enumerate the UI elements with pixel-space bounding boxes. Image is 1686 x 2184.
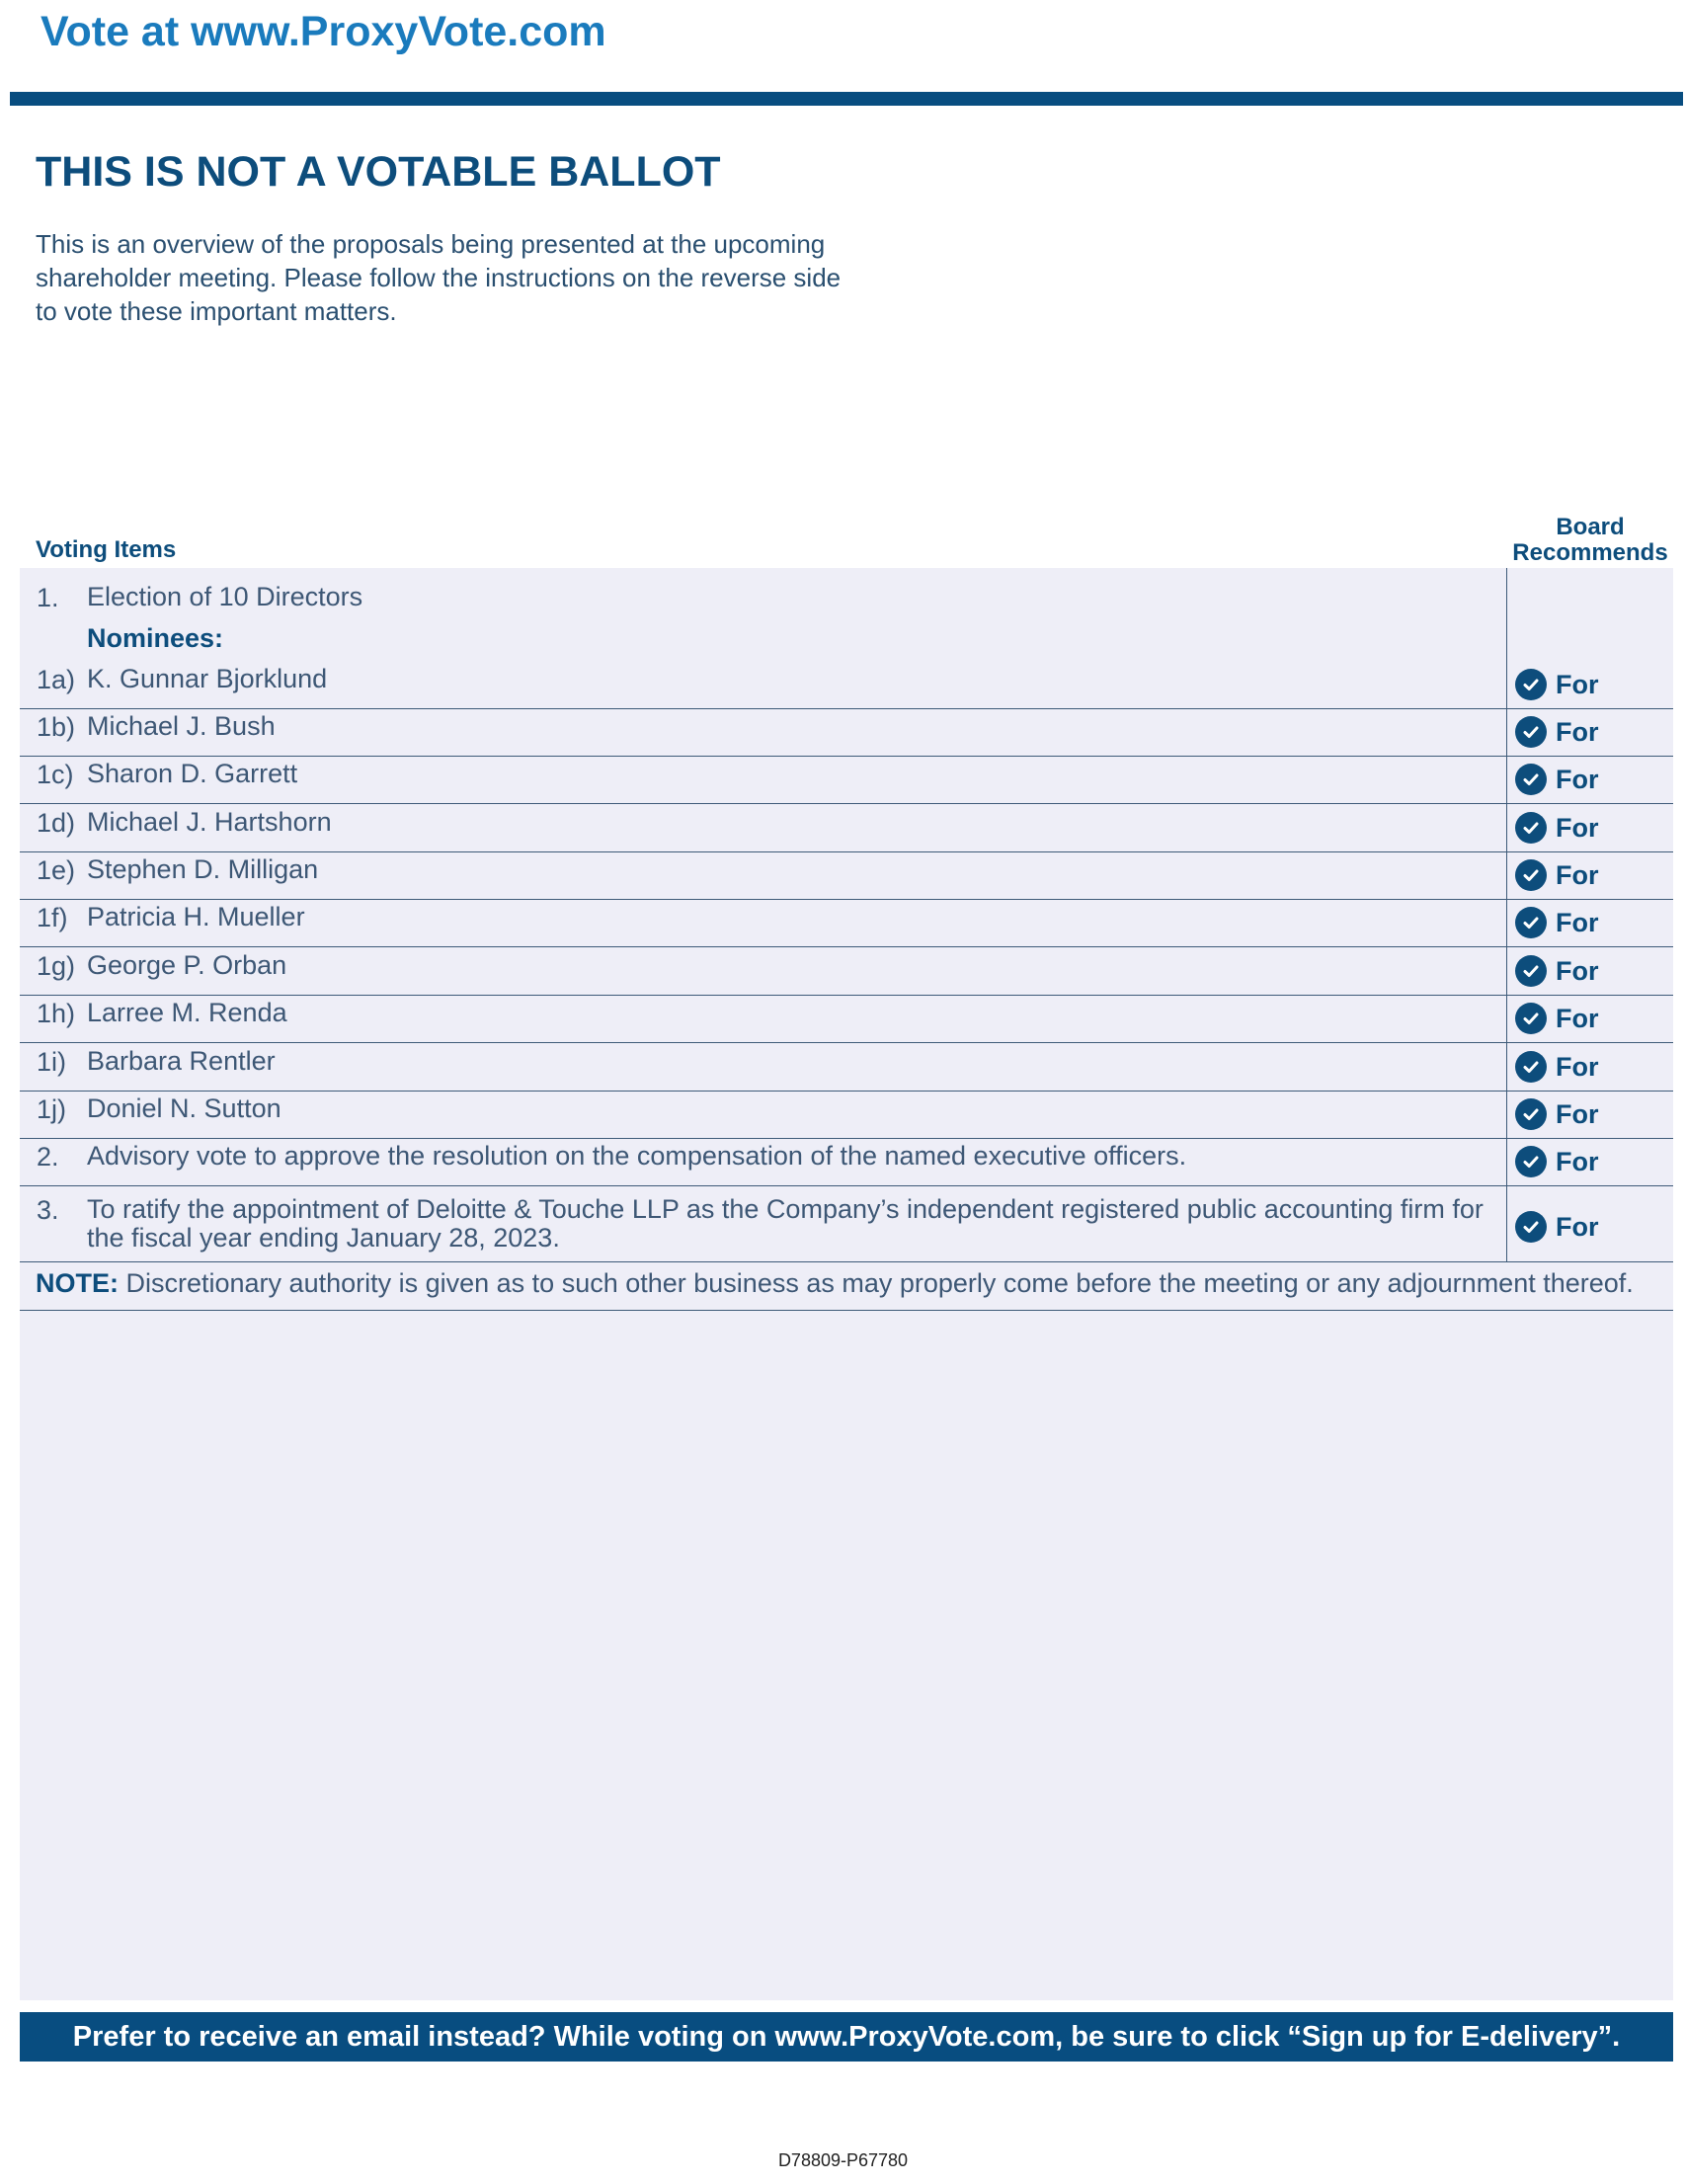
check-circle-icon	[1515, 1211, 1547, 1243]
intro-text: This is an overview of the proposals being presented at the upcoming shareholder meeting. Please follow the instructions on the reverse side to vote these important matters.	[36, 229, 842, 326]
recommendation	[1515, 859, 1599, 891]
item-number: 1c)	[37, 760, 74, 789]
check-circle-icon	[1515, 1051, 1547, 1083]
note-label: NOTE:	[36, 1268, 119, 1298]
nominees-label: Nominees:	[87, 623, 224, 653]
recommendation	[1515, 716, 1599, 748]
check-circle-icon	[1515, 907, 1547, 938]
recommendation-label: For	[1556, 716, 1599, 747]
item-text: Sharon D. Garrett	[87, 759, 298, 788]
item-number: 2.	[37, 1142, 59, 1172]
recommendation	[1515, 1003, 1599, 1034]
recommend-column-divider	[1506, 568, 1507, 1261]
item-text: Stephen D. Milligan	[87, 854, 319, 884]
check-circle-icon	[1515, 859, 1547, 891]
item-number: 3.	[37, 1195, 59, 1225]
item-number: 1h)	[37, 999, 76, 1028]
board-header-line1: Board	[1556, 514, 1625, 540]
item-number: 1a)	[37, 665, 76, 694]
check-circle-icon	[1515, 1003, 1547, 1034]
item-number: 1g)	[37, 951, 76, 981]
row-divider	[20, 1310, 1673, 1311]
recommendation-label: For	[1556, 859, 1599, 890]
document-code: D78809-P67780	[777, 2150, 909, 2170]
item-number: 1j)	[37, 1094, 67, 1124]
note-text: Discretionary authority is given as to such other business as may properly come before the meeting or any adjournment thereof.	[119, 1268, 1634, 1298]
item-number: 1e)	[37, 855, 76, 885]
recommendation-label: For	[1556, 1146, 1599, 1176]
recommendation	[1515, 1146, 1599, 1177]
item-text: Larree M. Renda	[87, 998, 287, 1027]
check-circle-icon	[1515, 1146, 1547, 1177]
recommendation	[1515, 955, 1599, 987]
recommendation	[1515, 812, 1599, 844]
item-text: Election of 10 Directors	[87, 582, 363, 611]
item-text-line2: the fiscal year ending January 28, 2023.	[87, 1223, 560, 1253]
row-divider	[20, 851, 1673, 852]
item-number: 1d)	[37, 808, 76, 838]
row-divider	[20, 1261, 1673, 1262]
recommendation-label: For	[1556, 669, 1599, 699]
item-text: Barbara Rentler	[87, 1046, 276, 1076]
row-divider	[20, 1042, 1673, 1043]
item-text: K. Gunnar Bjorklund	[87, 664, 328, 693]
item-number: 1.	[37, 583, 59, 612]
row-divider	[20, 1185, 1673, 1186]
row-divider	[20, 946, 1673, 947]
row-divider	[20, 803, 1673, 804]
board-header-line2: Recommends	[1512, 539, 1668, 566]
check-circle-icon	[1515, 1098, 1547, 1130]
item-text: Patricia H. Mueller	[87, 902, 305, 931]
recommendation	[1515, 669, 1599, 700]
voting-items-header: Voting Items	[36, 536, 177, 563]
item-text: Doniel N. Sutton	[87, 1093, 281, 1123]
recommendation	[1515, 907, 1599, 938]
recommendation-label: For	[1556, 1003, 1599, 1033]
recommendation	[1515, 1051, 1599, 1083]
row-divider	[20, 1091, 1673, 1092]
recommendation	[1515, 1211, 1599, 1243]
item-text: Michael J. Hartshorn	[87, 807, 332, 837]
check-circle-icon	[1515, 764, 1547, 795]
item-number: 1f)	[37, 903, 68, 932]
item-text-line1: To ratify the appointment of Deloitte & Touche LLP as the Company’s independent registered public accounting firm for	[87, 1194, 1484, 1224]
header-rule	[10, 92, 1683, 106]
item-text: George P. Orban	[87, 950, 287, 980]
page-title: THIS IS NOT A VOTABLE BALLOT	[36, 148, 721, 196]
check-circle-icon	[1515, 955, 1547, 987]
recommendation-label: For	[1556, 1098, 1599, 1129]
recommendation-label: For	[1556, 1211, 1599, 1242]
proxyvote-header-link[interactable]: Vote at www.ProxyVote.com	[40, 8, 606, 55]
recommendation	[1515, 764, 1599, 795]
edelivery-banner: Prefer to receive an email instead? While voting on www.ProxyVote.com, be sure to click “Sign up for E-delivery”.	[20, 2012, 1673, 2062]
recommendation-label: For	[1556, 907, 1599, 937]
board-recommends-header	[1506, 515, 1674, 566]
check-circle-icon	[1515, 716, 1547, 748]
check-circle-icon	[1515, 669, 1547, 700]
recommendation-label: For	[1556, 812, 1599, 843]
discretionary-note	[36, 1268, 1634, 1299]
row-divider	[20, 995, 1673, 996]
row-divider	[20, 899, 1673, 900]
item-number: 1b)	[37, 712, 76, 742]
recommendation	[1515, 1098, 1599, 1130]
recommendation-label: For	[1556, 955, 1599, 986]
row-divider	[20, 756, 1673, 757]
row-divider	[20, 1138, 1673, 1139]
check-circle-icon	[1515, 812, 1547, 844]
item-text: Michael J. Bush	[87, 711, 276, 741]
item-number: 1i)	[37, 1047, 67, 1077]
item-text: Advisory vote to approve the resolution on the compensation of the named executive officers.	[87, 1141, 1187, 1171]
row-divider	[20, 708, 1673, 709]
recommendation-label: For	[1556, 1051, 1599, 1082]
recommendation-label: For	[1556, 764, 1599, 794]
